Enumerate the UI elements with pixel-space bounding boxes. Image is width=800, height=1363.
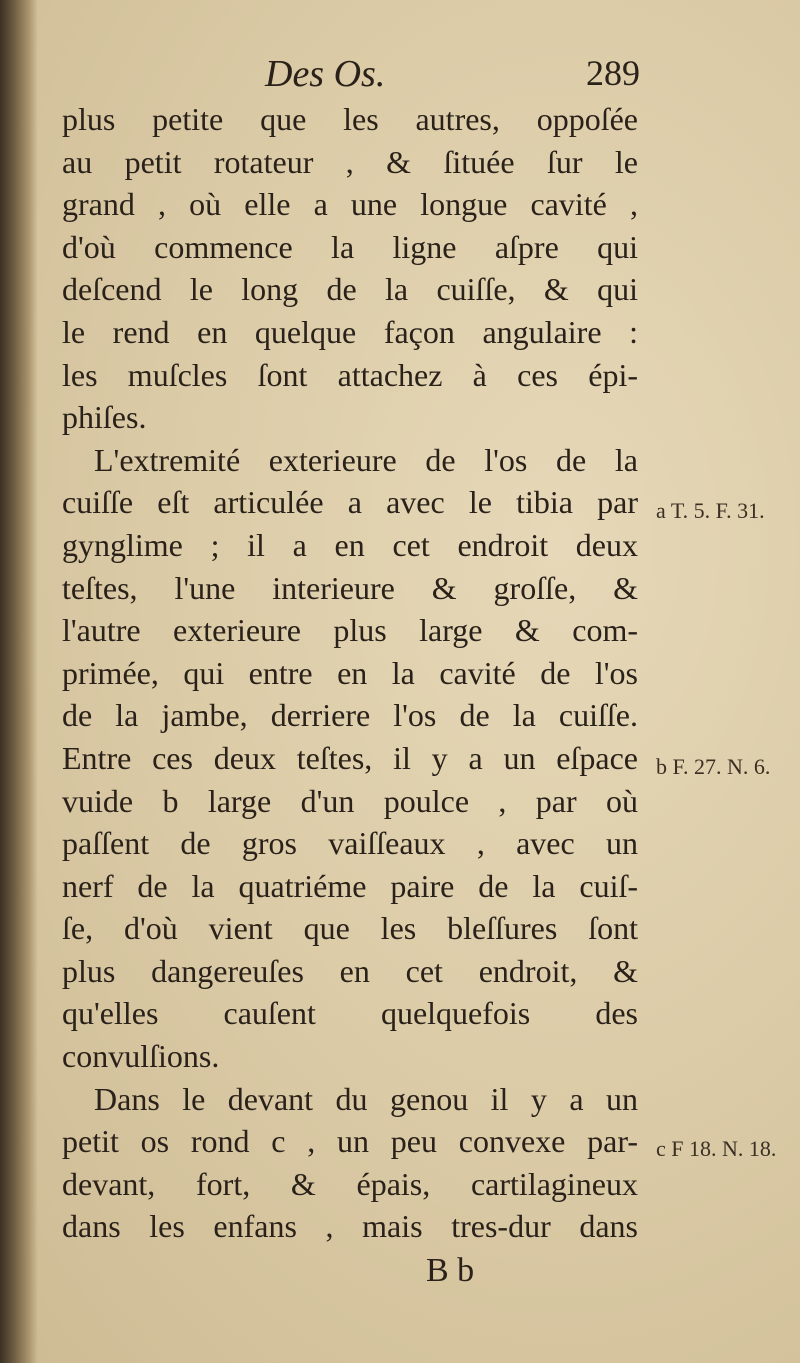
margin-note-a: a T. 5. F. 31. <box>656 498 765 523</box>
text-line: au petit rotateur , & ſituée ſur le <box>62 143 638 180</box>
text-line: paſſent de gros vaiſſeaux , avec un <box>62 825 638 862</box>
text-line: qu'elles cauſent quelquefois des <box>62 995 638 1032</box>
margin-note-b: b F. 27. N. 6. <box>656 754 771 779</box>
margin-note-c: c F 18. N. 18. <box>656 1136 777 1161</box>
signature-mark: B b <box>426 1252 475 1289</box>
text-line: gynglime ; il a en cet endroit deux <box>62 526 638 563</box>
page-number: 289 <box>586 53 640 93</box>
text-line: teſtes, l'une interieure & groſſe, & <box>62 569 638 606</box>
text-line: phiſes. <box>62 399 147 436</box>
page-header <box>60 52 640 102</box>
text-line: convulſions. <box>62 1038 220 1075</box>
page-gutter-shadow <box>0 0 38 1363</box>
text-line: le rend en quelque façon angulaire : <box>62 313 638 350</box>
body-text <box>62 98 638 1248</box>
text-line: plus dangereuſes en cet endroit, & <box>62 952 638 989</box>
text-line: les muſcles ſont attachez à ces épi- <box>62 356 638 393</box>
text-line: cuiſſe eſt articulée a avec le tibia par <box>62 484 638 521</box>
text-line: petit os rond c , un peu convexe par- <box>62 1123 638 1160</box>
text-line: ſe, d'où vient que les bleſſures ſont <box>62 910 638 947</box>
text-line: de la jambe, derriere l'os de la cuiſſe. <box>62 697 638 734</box>
text-line: deſcend le long de la cuiſſe, & qui <box>62 271 638 308</box>
text-line: grand , où elle a une longue cavité , <box>62 186 638 223</box>
text-line: nerf de la quatriéme paire de la cuiſ- <box>62 867 638 904</box>
text-line: vuide b large d'un poulce , par où <box>62 782 638 819</box>
text-line: devant, fort, & épais, cartilagineux <box>62 1165 638 1202</box>
text-line: plus petite que les autres, oppoſée <box>62 101 638 137</box>
text-line: Entre ces deux teſtes, il y a un eſpace <box>62 739 638 776</box>
text-line: dans les enfans , mais tres-dur dans <box>62 1208 638 1245</box>
text-line: primée, qui entre en la cavité de l'os <box>62 654 638 691</box>
text-line: L'extremité exterieure de l'os de la <box>94 441 638 478</box>
text-line: l'autre exterieure plus large & com- <box>62 612 638 649</box>
text-line: Dans le devant du genou il y a un <box>94 1080 638 1117</box>
running-title: Des Os. <box>265 53 386 95</box>
text-line: d'où commence la ligne aſpre qui <box>62 228 638 265</box>
